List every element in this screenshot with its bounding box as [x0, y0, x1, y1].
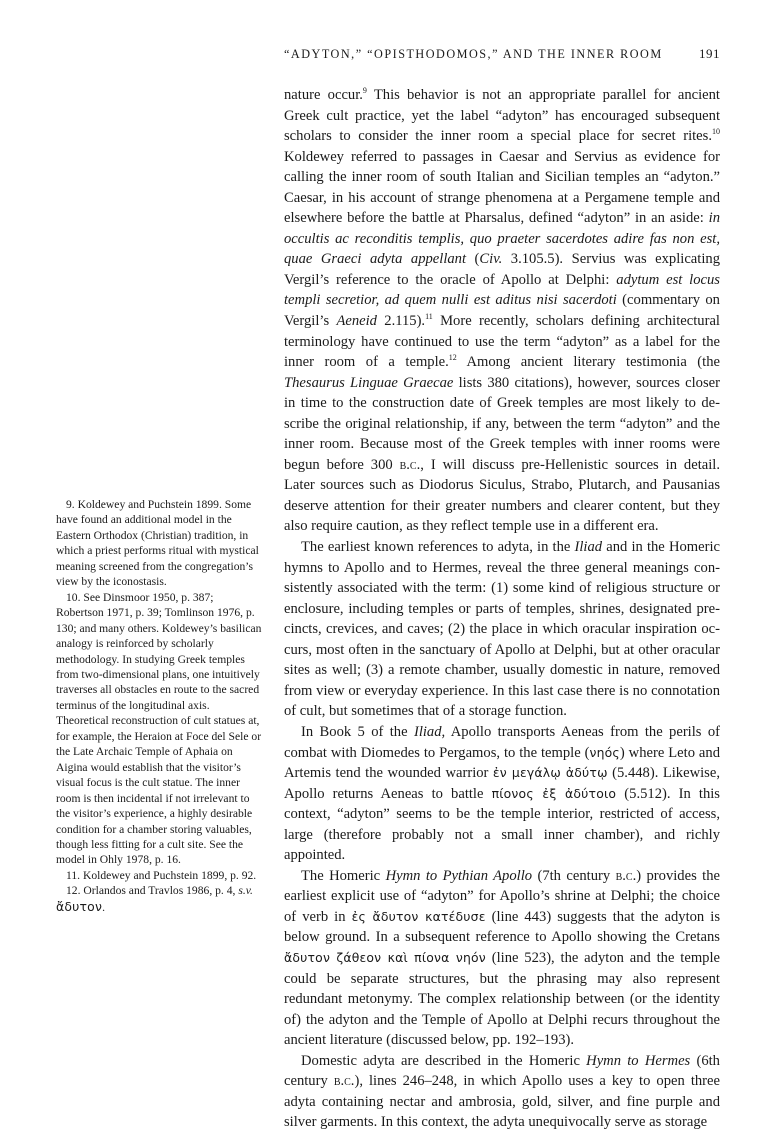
iliad-title: Iliad, [413, 723, 446, 740]
iliad-title: Iliad [574, 539, 603, 556]
footnotes [56, 497, 262, 915]
aeneid-title: Aeneid [336, 313, 377, 330]
paragraph-3: In Book 5 of the Iliad, Apollo transports Aeneas from the perils of combat with Diomedes to Pergamos, to the temple (νηός) where Leto and Artemis tend the wounded warrior ἐν μεγάλῳ ἀδύτῳ (5.448). Likewise, Apollo returns Aeneas to battle πίονος ἐξ ἀδύτοιο (5.512). In this context, “adyton” seems to be the temple interior, restricted of access, large (therefore probably not a small inner chamber), and richly appointed. [284, 723, 721, 864]
paragraph-5: Domestic adyta are described in the Homeric Hymn to Hermes (6th century b.c.), lines 246–248, in which Apollo uses a key to open three adyta containing nectar and ambrosia, gold, silver, and fine purple and silver garments. In this context, the adyta unequivocally serve as storage [284, 1052, 720, 1131]
era-abbrev: b.c. [333, 1073, 355, 1090]
hymn-title: Hymn to Pythian Apollo [385, 867, 533, 884]
civ-title: Civ. [479, 251, 503, 268]
greek-text: νηός [589, 744, 620, 760]
greek-text: ἄδυτον ζάθεον καὶ πίονα νηόν [284, 949, 486, 965]
footnote-ref-10[interactable]: 10 [712, 127, 720, 137]
footnote-11: 11. Koldewey and Puchstein 1899, p. 92. [66, 868, 257, 882]
paragraph-2: The earliest known references to adyta, in the Iliad and in the Homeric hymns to Apollo and to Hermes, reveal the three general meanings consistently associated with the term: (1) some kind of religious structure or enclosure, including temples or parts of temples, shrines, designated precincts, crevices, and caves; (2) the place in which oracular inspiration occurs, most often in the sanctuary of Apollo at Delphi, but at other oracular sites as well; (3) a remote chamber, usually domestic in nature, removed from view or everyday experience. In this last case there is no connotation of cult, but sometimes that of a storage function. [284, 539, 720, 720]
main-text [284, 85, 720, 1133]
paragraph-1: nature occur.$^9$ This behavior is not an appropriate parallel for ancient Greek cult practice, yet the label “adyton” has encouraged subsequent scholars to consider the inner room a special place for secret rites.$^{10}$ Koldewey referred to passages in Caesar and Servius as evidence for calling the inner room of south Italian and Sicilian temples an “adyton.” Caesar, in his account of strange phenomena at a Pergamene temple and elsewhere before the battle at Pharsalus, defined “adyton” in an aside: in occultis ac reconditis templis, quo praeter sacerdotes adire fas non est, quae Graeci adyta appellant (Civ. 3.105.5). Servius was explicating Vergil’s reference to the oracle of Apollo at Delphi: adytum est locus templi secretior, ad quem nulli est aditus nisi sacerdoti (commentary on Vergil’s Aeneid 2.115).$^{11}$ More recently, scholars defining architectural terminology have continued to use the term “adyton” as a label for the inner room of a temple.$^{12}$ Among ancient literary testimonia (the Thesaurus Linguae Graecae lists 380 citations), however, sources closer in time to the construction date of Greek temples are most likely to describe the original relationship, if any, between the term “adyton” and the inner room. Because most of the Greek temples with inner rooms were begun before 300 b.c., I will discuss pre-Hellenistic sources in detail. Later sources such as Diodorus Siculus, Strabo, Plutarch, and Pausanias deserve attention for their greater numbers and clearer content, but they also require caution, as they reflect temple use in a different era. [284, 86, 720, 535]
footnote-ref-9[interactable]: 9 [362, 86, 367, 96]
tlg-title: Thesaurus Linguae Graecae [284, 374, 454, 391]
footnote-10: 10. See Dinsmoor 1950, p. 387; Robertson 1971, p. 39; Tomlinson 1976, p. 130; and many others. Koldewey’s basilican analogy is reinforced by scholarly methodology. In studying Greek temples from two-dimensional plans, one intuitively traverses all obstacles en route to the sacred terminus of the longitudinal axis. Theoretical reconstruction of cult statues at, for example, the Heraion at Foce del Sele or the Late Archaic Temple of Aphaia on Aigina would establish that the visitor’s visual focus is the cult statue. The inner room is then incidental if not irrelevant to the visitor’s experience, a highly desirable condition for a chamber storing valuables, though less fitting for a cult site. See the model in Ohly 1978, p. 16. [56, 590, 262, 867]
footnote-12: 12. Orlandos and Travlos 1986, p. 4, s.v. ἄδυτον. [56, 884, 253, 914]
footnote-ref-11[interactable]: 11 [425, 312, 433, 322]
greek-text: ἄδυτον [56, 898, 103, 914]
era-abbrev: b.c. [615, 867, 637, 884]
greek-text: ἐς ἄδυτον κατέδυσε [351, 908, 486, 924]
servius-quote: adytum est locus templi secretior, ad quem nulli est aditus nisi sacerdoti [284, 271, 720, 309]
greek-text: ἐν μεγάλῳ ἀδύτῳ [492, 765, 608, 781]
running-title: “ADYTON,” “OPISTHODOMOS,” AND THE INNER ROOM [284, 47, 663, 61]
footnote-ref-12[interactable]: 12 [448, 353, 457, 363]
running-header [284, 47, 720, 65]
caesar-quote: in occultis ac reconditis templis, quo praeter sacerdotes adire fas non est, quae Graeci adyta appellant [284, 210, 720, 268]
greek-text: πίονος ἐξ ἀδύτοιο [491, 785, 617, 801]
paragraph-4: The Homeric Hymn to Pythian Apollo (7th century b.c.) provides the earliest explicit use of “adyton” for Apollo’s shrine at Delphi; the choice of verb in ἐς ἄδυτον κατέδυσε (line 443) suggests that the adyton is below ground. In a subsequent reference to Apollo showing the Cretans ἄδυτον ζάθεον καὶ πίονα νηόν (line 523), the adyton and the temple could be separate structures, but the phrasing may also represent redundant metonymy. The complex relationship between (or the identity of) the adyton and the Temple of Apollo at Delphi recurs throughout the ancient literature (discussed below, pp. 192–193). [284, 867, 721, 1049]
hymn-title: Hymn to Hermes [586, 1052, 691, 1069]
footnote-9: 9. Koldewey and Puchstein 1899. Some have found an additional model in the Eastern Orthodox (Christian) tradition, in which a priest performs ritual with mystical meaning screened from the congregation’s view by the iconostasis. [56, 498, 259, 589]
era-abbrev: b.c. [399, 456, 421, 473]
page-number: 191 [699, 46, 720, 61]
